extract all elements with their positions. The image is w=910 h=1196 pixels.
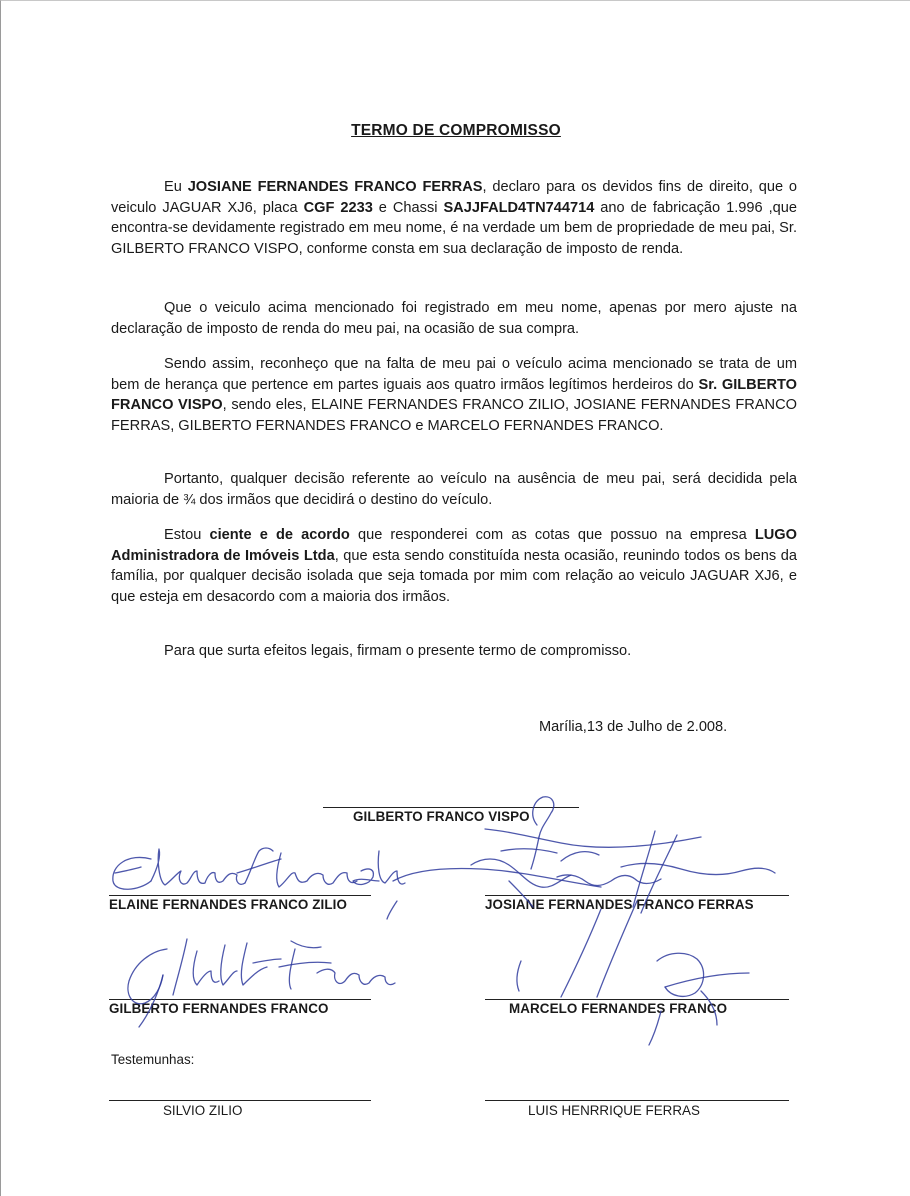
paragraph-decision: Portanto, qualquer decisão referente ao veículo na ausência de meu pai, será decidida pela maioria de ¾ dos irmãos que decidirá o destino do veículo. [111, 471, 797, 508]
signature-name-marcelo: MARCELO FERNANDES FRANCO [509, 1001, 728, 1016]
witness-line-2 [485, 1100, 789, 1101]
signature-name-gilberto: GILBERTO FERNANDES FRANCO [109, 1001, 329, 1016]
signature-line-josiane [485, 895, 789, 896]
place-date: Marília,13 de Julho de 2.008. [539, 719, 728, 735]
paragraph-agreement: Estou ciente e de acordo que responderei com as cotas que possuo na empresa LUGO Administradora de Imóveis Ltda, que esta sendo constituída nesta ocasião, reunindo todos os bens da família, por qualquer decisão isolada que seja tomada por mim com relação ao veiculo JAGUAR XJ6, e que esteja em desacordo com a maioria dos irmãos. [111, 527, 797, 605]
paragraph-inheritance: Sendo assim, reconheço que na falta de meu pai o veículo acima mencionado se trata de um bem de herança que pertence em partes iguais aos quatro irmãos legítimos herdeiros do Sr. GILBERTO FRANCO VISPO, sendo eles, ELAINE FERNANDES FRANCO ZILIO, JOSIANE FERNANDES FRANCO FERRAS, GILBERTO FERNANDES FRANCO e MARCELO FERNANDES FRANCO. [111, 356, 797, 434]
signature-ink-marcelo [517, 901, 749, 1045]
signature-line-elaine [109, 895, 371, 896]
witness-name-1: SILVIO ZILIO [163, 1103, 243, 1118]
signature-name-father: GILBERTO FRANCO VISPO [353, 809, 530, 824]
paragraph-declaration: Eu JOSIANE FERNANDES FRANCO FERRAS, declaro para os devidos fins de direito, que o veiculo JAGUAR XJ6, placa CGF 2233 e Chassi SAJJFALD4TN744714 ano de fabricação 1.996 ,que encontra-se devidamente registrado em meu nome, é na verdade um bem de propriedade de meu pai, Sr. GILBERTO FRANCO VISPO, conforme consta em sua declaração de imposto de renda. [111, 179, 798, 257]
document-title: TERMO DE COMPROMISSO [351, 122, 561, 139]
signature-line-marcelo [485, 999, 789, 1000]
signature-line-father [323, 807, 579, 808]
signature-name-elaine: ELAINE FERNANDES FRANCO ZILIO [109, 897, 347, 912]
paragraph-registration: Que o veiculo acima mencionado foi registrado em meu nome, apenas por mero ajuste na declaração de imposto de renda do meu pai, na ocasião de sua compra. [111, 300, 797, 337]
paragraph-closing: Para que surta efeitos legais, firmam o presente termo de compromisso. [164, 643, 632, 659]
witnesses-label: Testemunhas: [111, 1052, 195, 1067]
witness-name-2: LUIS HENRRIQUE FERRAS [528, 1103, 700, 1118]
signature-line-gilberto [109, 999, 371, 1000]
signature-name-josiane: JOSIANE FERNANDES FRANCO FERRAS [485, 897, 754, 912]
witness-line-1 [109, 1100, 371, 1101]
